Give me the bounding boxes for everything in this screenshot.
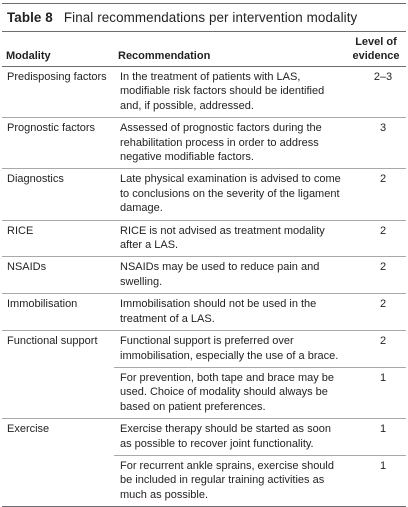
cell-level: 2–3 — [346, 67, 406, 118]
cell-level: 2 — [346, 169, 406, 220]
cell-modality: Exercise — [7, 423, 50, 436]
recommendations-table — [2, 32, 406, 507]
cell-recommendation: In the treatment of patients with LAS, modifiable risk factors should be identified and, if possible, addressed. — [114, 67, 346, 118]
cell-level: 2 — [346, 257, 406, 294]
table-row — [2, 331, 406, 368]
cell-recommendation: Late physical examination is advised to come to conclusions on the severity of the ligament damage. — [114, 169, 346, 220]
header-level-line1: Level of — [355, 36, 397, 48]
table-row — [2, 294, 406, 331]
cell-modality: NSAIDs — [2, 257, 114, 294]
cell-level: 1 — [346, 455, 406, 506]
cell-level: 2 — [346, 220, 406, 257]
header-modality: Modality — [2, 32, 114, 67]
table-number: Table 8 — [7, 10, 53, 25]
table-row — [2, 169, 406, 220]
cell-modality: RICE — [2, 220, 114, 257]
table-row — [2, 367, 406, 418]
cell-modality: Functional support — [7, 335, 98, 348]
table-row — [2, 118, 406, 169]
cell-recommendation: For recurrent ankle sprains, exercise should be included in regular training activities as much as possible. — [114, 455, 346, 506]
cell-level: 3 — [346, 118, 406, 169]
cell-modality: Prognostic factors — [2, 118, 114, 169]
cell-recommendation: Functional support is preferred over immobilisation, especially the use of a brace. — [114, 331, 346, 368]
table-header-row — [2, 32, 406, 67]
table-row — [2, 220, 406, 257]
cell-recommendation: Exercise therapy should be started as soon as possible to recover joint functionality. — [114, 419, 346, 456]
header-level-line2: evidence — [352, 49, 400, 62]
table-row — [2, 419, 406, 456]
table-row — [2, 455, 406, 506]
cell-level: 1 — [346, 419, 406, 456]
cell-recommendation: Assessed of prognostic factors during the rehabilitation process in order to address negative modifiable factors. — [114, 118, 346, 169]
cell-recommendation: RICE is not advised as treatment modality after a LAS. — [114, 220, 346, 257]
cell-level: 2 — [346, 331, 406, 368]
cell-modality: Immobilisation — [2, 294, 114, 331]
table-caption — [2, 3, 406, 32]
cell-modality — [2, 367, 114, 418]
cell-recommendation: Immobilisation should not be used in the treatment of a LAS. — [114, 294, 346, 331]
header-level-of-evidence — [346, 32, 406, 67]
cell-recommendation: NSAIDs may be used to reduce pain and swelling. — [114, 257, 346, 294]
table-row — [2, 67, 406, 118]
table-title: Final recommendations per intervention modality — [63, 10, 358, 25]
cell-level: 2 — [346, 294, 406, 331]
cell-recommendation: For prevention, both tape and brace may be used. Choice of modality should always be based on patient preferences. — [114, 367, 346, 418]
cell-modality: Predisposing factors — [2, 67, 114, 118]
table-row — [2, 257, 406, 294]
header-recommendation: Recommendation — [114, 32, 346, 67]
cell-modality: Diagnostics — [2, 169, 114, 220]
cell-modality — [2, 455, 114, 506]
cell-level: 1 — [346, 367, 406, 418]
